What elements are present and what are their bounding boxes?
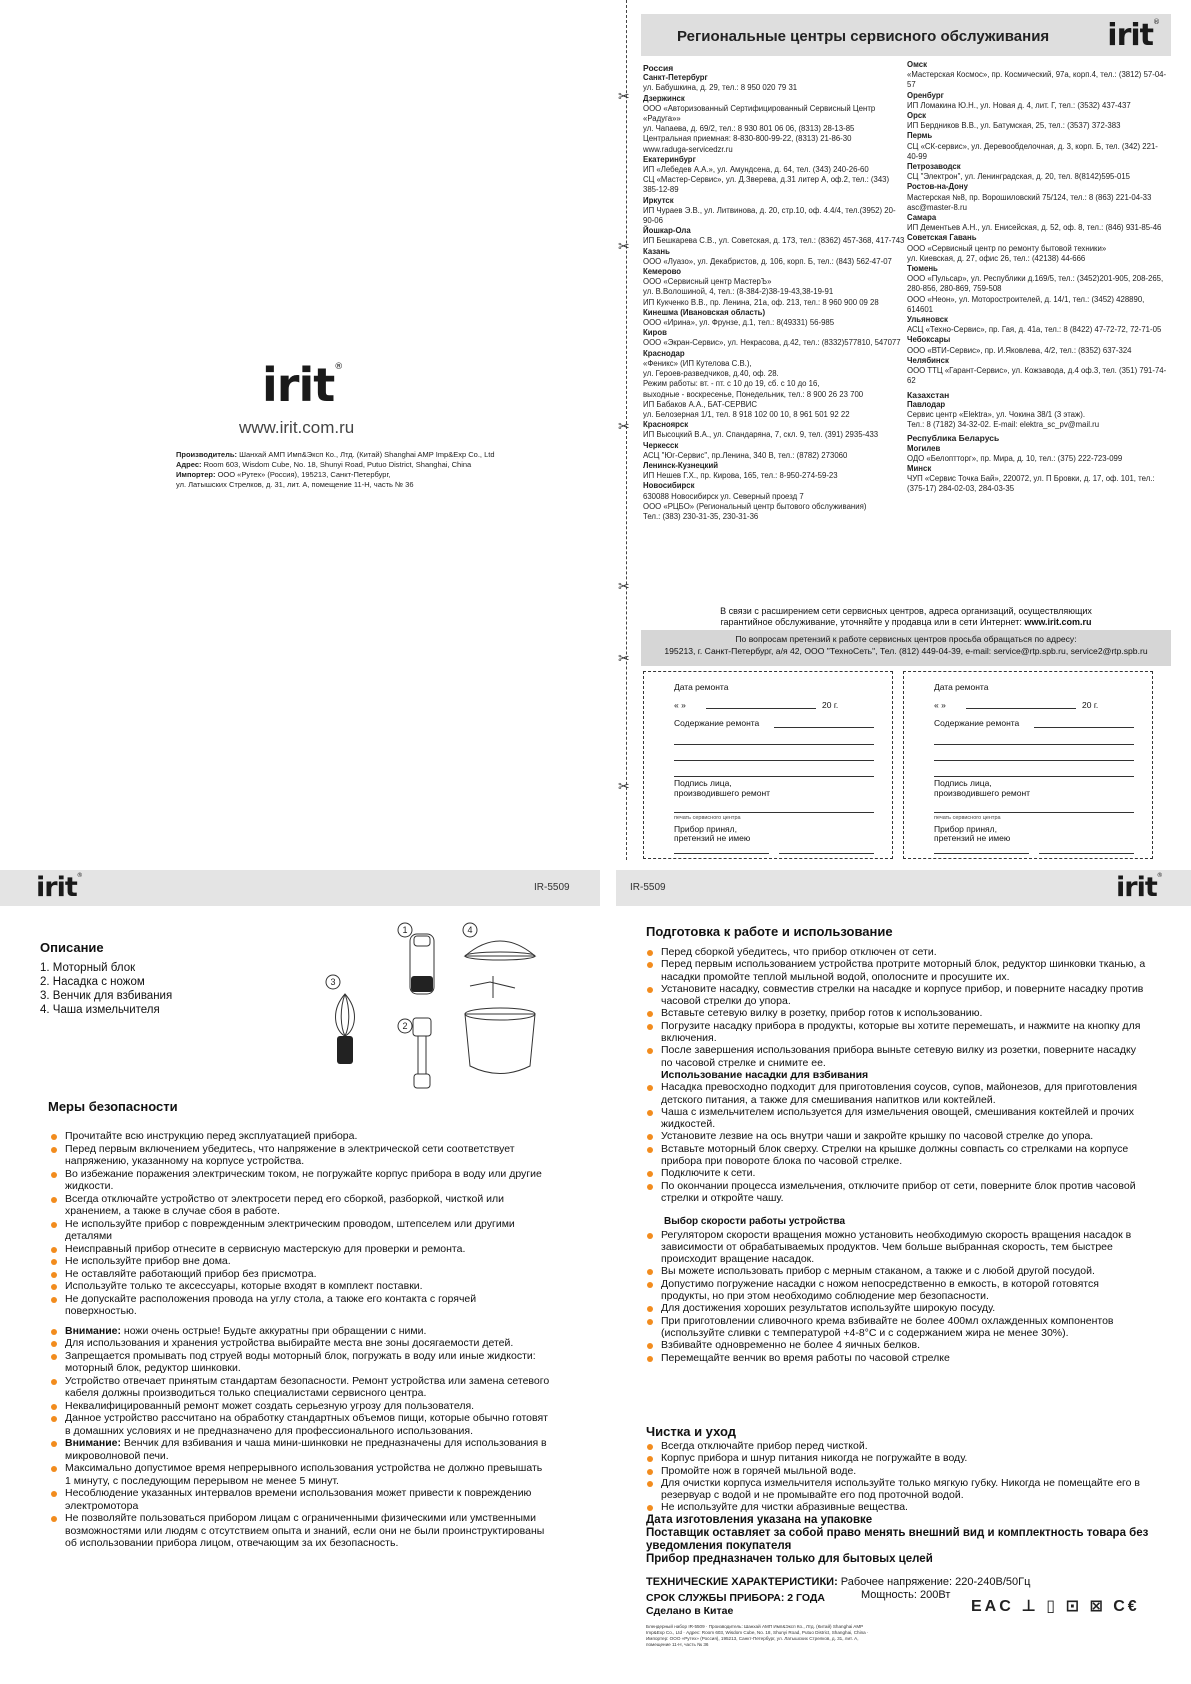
cleaning-title: Чистка и уход (646, 1424, 736, 1439)
scissors-icon: ✂ (618, 418, 630, 434)
strip-logo: irit® (36, 872, 82, 903)
service-address: «Мастерская Космос», пр. Космический, 97а, корп.4, тел.: (3812) 57-04-57 (907, 70, 1167, 90)
list-item: Неисправный прибор отнесите в сервисную мастерскую для проверки и ремонта. (50, 1243, 550, 1256)
service-address: 630088 Новосибирск ул. Северный проезд 7 (643, 491, 804, 501)
list-item: При приготовлении сливочного крема взбивайте не более 400мл охлажденных компонентов (используйте сливки с температурой +4-8°С и с содержанием жира не менее 30%). (646, 1315, 1146, 1340)
service-city: Киров (643, 328, 667, 338)
service-address: ООО «Луазо», ул. Декабристов, д. 106, корп. Б, тел.: (843) 562-47-07 (643, 256, 892, 266)
scissors-icon: ✂ (618, 778, 630, 794)
service-address: АСЦ "Юг-Сервис", пр.Ленина, 340 В, тел.: (8782) 273060 (643, 450, 848, 460)
final-notes: Дата изготовления указана на упаковке Поставщик оставляет за собой право менять внешний вид и комплектность товара без уведомления покупателя Прибор предназначен только для бытовых целей (646, 1514, 1149, 1565)
header-strip-left (0, 870, 600, 906)
service-address: ИП Кукченко В.В., пр. Ленина, 21а, оф. 213, тел.: 8 960 900 09 28 (643, 297, 879, 307)
callout-label: 4 (467, 925, 473, 935)
list-item: Не используйте прибор с поврежденным электрическим проводом, штепселем или другими деталями (50, 1218, 550, 1243)
service-address: ИП Ломакина Ю.Н., ул. Новая д. 4, лит. Г, тел.: (3532) 437-437 (907, 100, 1131, 110)
service-city: Кинешма (Ивановская область) (643, 307, 766, 317)
cover-info: Производитель: Шанхай АМП Имп&Эксп Ко., Лтд. (Китай) Shanghai AMP Imp&Exp Co., Ltd Адрес: Room 603, Wisdom Cube, No. 18, Shunyi Road, Putuo District, Shanghai, China Импортер: ООО «Рутех» (Россия), 195213, Санкт-Петербург, ул. Латышских Стрелков, д. 31, лит. А, помещение 11-Н, часть № 36 (176, 450, 495, 489)
service-city: Красноярск (643, 420, 689, 430)
list-item: Неквалифицированный ремонт может создать серьезную угрозу для пользователя. (50, 1400, 550, 1413)
cleaning-list (646, 1440, 1146, 1514)
scissors-icon: ✂ (618, 650, 630, 666)
warning-item: Внимание: Венчик для взбивания и чаша мини-шинковки не предназначены для использования в микроволновой печи. (50, 1437, 550, 1462)
service-address: ОДО «Белоптторг», пр. Мира, д. 10, тел.: (375) 222-723-099 (907, 453, 1123, 463)
service-city: Петрозаводск (907, 162, 961, 172)
list-item: Промойте нож в горячей мыльной воде. (646, 1465, 1146, 1477)
claims-box: По вопросам претензий к работе сервисных центров просьба обращаться по адресу: 195213, г. Санкт-Петербург, а/я 42, ООО "ТехноСеть", Тел. (812) 449-04-39, e-mail: service@rtp.spb.ru, service2@rtp.spb.ru (641, 630, 1171, 666)
certification-marks: EAC ⊥ ▯ ⊡ ⊠ C€ (971, 1598, 1140, 1615)
service-address: ООО «Ирина», ул. Фрунзе, д.1, тел.: 8(49331) 56-985 (643, 318, 835, 328)
list-item: Прочитайте всю инструкцию перед эксплуатацией прибора. (50, 1130, 550, 1143)
list-item: Не используйте для чистки абразивные вещества. (646, 1501, 1146, 1513)
service-address: www.raduga-servicedzr.ru (643, 144, 733, 154)
callout-label: 3 (330, 977, 336, 987)
product-illustration (315, 916, 565, 1096)
callout-label: 1 (402, 925, 408, 935)
service-address: ИП Дементьев А.Н., ул. Енисейская, д. 52, оф. 8, тел.: (846) 931-85-46 (907, 223, 1162, 233)
service-city: Ленинск-Кузнецкий (643, 460, 719, 470)
service-address: ООО «Пульсар», ул. Республики д.169/5, тел.: (3452)201-905, 208-265, (907, 274, 1164, 284)
list-item: Во избежание поражения электрическим током, не погружайте корпус прибора в воду или другие жидкости. (50, 1168, 550, 1193)
service-country: Россия (643, 63, 674, 73)
list-item: Не используйте прибор вне дома. (50, 1255, 550, 1268)
service-address: ЧУП «Сервис Точка Бай», 220072, ул. П Бровки, д. 17, оф. 101, тел.: (375-17) 284-02-03, 284-03-35 (907, 474, 1155, 494)
service-address: ООО «Авторизованный Сертифицированный Сервисный Центр «Радуга»» (643, 103, 876, 124)
speed-title: Выбор скорости работы устройства (664, 1216, 846, 1228)
list-item: Перед сборкой убедитесь, что прибор отключен от сети. (646, 946, 1146, 958)
service-city: Краснодар (643, 348, 685, 358)
service-city: Иркутск (643, 195, 674, 205)
prep-title: Подготовка к работе и использование (646, 924, 893, 939)
service-city: Ростов-на-Дону (907, 182, 968, 192)
list-item: Перемещайте венчик во время работы по часовой стрелке (646, 1352, 1146, 1364)
service-address: ООО «Экран-Сервис», ул. Некрасова, д.42, тел.: (8332)577810, 547077 (643, 338, 901, 348)
prep-list (646, 946, 1146, 1364)
list-item: Всегда отключайте прибор перед чисткой. (646, 1440, 1146, 1452)
service-address: ул. Белозерная 1/1, тел. 8 918 102 00 10, 8 961 501 92 22 (643, 409, 850, 419)
blade-icon (470, 976, 515, 998)
list-item: Вы можете использовать прибор с мерным стаканом, а также и с любой другой посудой. (646, 1265, 1146, 1277)
safety-list (50, 1130, 550, 1550)
service-url-link[interactable]: www.irit.com.ru (1024, 617, 1092, 627)
service-city: Ульяновск (907, 315, 948, 325)
list-item: Для использования и хранения устройства выбирайте места вне зоны досягаемости детей. (50, 1337, 550, 1350)
list-item: Для очистки корпуса измельчителя используйте только мягкую губку. Никогда не помещайте его в резервуар с водой и не промывайте его под проточной водой. (646, 1477, 1146, 1502)
list-item: Для достижения хороших результатов используйте широкую посуду. (646, 1302, 1146, 1314)
service-city: Советская Гавань (907, 233, 977, 243)
callout-label: 2 (402, 1021, 408, 1031)
service-address: СЦ «Мастер-Сервис», ул. Д.Зверева, д.31 литер А, оф.2, тел.: (343) 385-12-89 (643, 175, 890, 195)
list-item: Подключите к сети. (646, 1167, 1146, 1179)
service-address: ООО «РЦБО» (Региональный центр бытового обслуживания) (643, 501, 867, 511)
service-address: Тел.: (383) 230-31-35, 230-31-36 (643, 511, 759, 521)
service-city: Кемерово (643, 267, 682, 277)
manual-right-page (616, 906, 1191, 1684)
list-item: Не оставляйте работающий прибор без присмотра. (50, 1268, 550, 1281)
service-address: Тел.: 8 (7182) 34-32-02. E-mail: elektra_sc_pv@mail.ru (907, 420, 1100, 430)
service-address: ИП Бабаков А.А., БАТ-СЕРВИС (643, 399, 758, 409)
service-city: Челябинск (907, 355, 949, 365)
list-item: Установите насадку, совместив стрелки на насадке и корпусе прибор, и поверните насадку против часовой стрелки до упора. (646, 983, 1146, 1008)
service-address: ул. Киевская, д. 27, офис 26, тел.: (42138) 44-666 (907, 253, 1086, 263)
service-address: asc@master-8.ru (907, 202, 967, 212)
list-item: После завершения использования прибора выньте сетевую вилку из розетки, поверните насадку по часовой стрелке и снимите ее. (646, 1044, 1146, 1069)
service-city: Дзержинск (643, 93, 685, 103)
list-item: Чаша с измельчителем используется для измельчения овощей, смешивания коктейлей и прочих жидкостей. (646, 1106, 1146, 1131)
whisk-title: Использование насадки для взбивания (661, 1068, 869, 1081)
whisk-icon (336, 994, 355, 1036)
list-item: Запрещается промывать под струей воды моторный блок, погружать в воду или иные жидкости: моторный блок, редуктор шинковки. (50, 1350, 550, 1375)
list-item: Не допускайте расположения провода на углу стола, а также его контакта с горячей поверхностью. (50, 1293, 550, 1318)
service-city: Пермь (907, 131, 933, 141)
fine-print: Блендерный набор IR-5509 · Производитель: Шанхай АМП Имп&Эксп Ко., Лтд. (Китай) Shanghai AMP Imp&Exp Co., Ltd · Адрес: Room 603, Wisdom Cube, No. 18, Shunyi Road, Putuo District, Shanghai, China · Импортер: ООО «Рутех» (Россия), 195213, Санкт-Петербург, ул. Латышских Стрелков, д. 31, лит. А, помещение 11-Н, часть № 36 (646, 1624, 869, 1647)
model-label: IR-5509 (630, 882, 666, 893)
service-city: Черкесск (643, 440, 679, 450)
list-item: Установите лезвие на ось внутри чаши и закройте крышку по часовой стрелке до упора. (646, 1130, 1146, 1142)
list-item: Регулятором скорости вращения можно установить необходимую скорость вращения насадок в зависимости от обрабатываемых продуктов. Чем больше выбранная скорость, тем быстрее происходит вращение насадок. (646, 1229, 1146, 1266)
scissors-icon: ✂ (618, 578, 630, 594)
service-address: Сервис центр «Elektra», ул. Чокина 38/1 (3 этаж). (907, 409, 1085, 419)
service-city: Санкт-Петербург (643, 73, 708, 83)
service-address: СЦ "Электрон", ул. Ленинградская, д. 20, тел. 8(8142)595-015 (907, 172, 1130, 182)
service-country: Республика Беларусь (907, 433, 1000, 444)
service-address: ИП Бердников В.В., ул. Батумская, 25, тел.: (3537) 372-383 (907, 121, 1121, 131)
service-city: Орск (907, 111, 927, 121)
scissors-icon: ✂ (618, 88, 630, 104)
header-strip-right (616, 870, 1191, 906)
list-item: Перед первым включением убедитесь, что напряжение в электрической сети соответствует напряжению, указанному на корпусе устройства. (50, 1143, 550, 1168)
service-city: Самара (907, 213, 937, 223)
chopper-lid-icon (465, 941, 535, 956)
service-address: ул. Героев-разведчиков, д.40, оф. 28. (643, 369, 779, 379)
list-item: Всегда отключайте устройство от электросети перед его сборкой, разборкой, чисткой или хранением, а также в случае сбоя в работе. (50, 1193, 550, 1218)
service-address: ООО «Сервисный центр по ремонту бытовой техники» (907, 243, 1107, 253)
list-item: Погрузите насадку прибора в продукты, которые вы хотите перемешать, и нажмите на кнопку для включения. (646, 1020, 1146, 1045)
service-address: АСЦ «Техно-Сервис», пр. Гая, д. 41а, тел.: 8 (8422) 47-72-72, 72-71-05 (907, 325, 1162, 335)
list-item: Вставьте моторный блок сверху. Стрелки на крышке должны совпасть со стрелками на корпусе прибора при повороте блока по часовой стрелке. (646, 1143, 1146, 1168)
list-item: Данное устройство рассчитано на обработку стандартных объемов пищи, которые обычно готовят в домашних условиях и не предназначено для профессионального использования. (50, 1412, 550, 1437)
service-city: Йошкар-Ола (643, 226, 691, 236)
service-city: Казань (643, 246, 670, 256)
list-item: Используйте только те аксессуары, которые входят в комплект поставки. (50, 1280, 550, 1293)
service-title: Региональные центры сервисного обслуживания (677, 28, 1050, 45)
service-address: Режим работы: вт. - пт. с 10 до 19, сб. с 10 до 16, (643, 379, 820, 389)
scissors-icon: ✂ (618, 238, 630, 254)
repair-coupon: Дата ремонта « » 20 г. Содержание ремонта Подпись лица, производившего ремонт печать сервисного центра Прибор принял, претензий не имею (903, 671, 1153, 859)
blender-attachment-icon (413, 1018, 431, 1036)
cover-logo: irit® (262, 358, 343, 412)
service-header (641, 14, 1171, 56)
service-city: Минск (907, 463, 932, 473)
list-item: Несоблюдение указанных интервалов времени использования может привести к повреждению электромотора (50, 1487, 550, 1512)
list-item: Вставьте сетевую вилку в розетку, прибор готов к использованию. (646, 1007, 1146, 1019)
service-list-right (907, 60, 1169, 495)
service-city: Павлодар (907, 399, 946, 409)
specs: ТЕХНИЧЕСКИЕ ХАРАКТЕРИСТИКИ: Рабочее напряжение: 220-240В/50Гц Мощность: 200Вт (646, 1576, 1031, 1601)
service-address: ИП Чураев Э.В., ул. Литвинова, д. 20, стр.10, оф. 4.4/4, тел.(3952) 20-90-06 (643, 205, 896, 226)
service-address: ООО «Неон», ул. Моторостроителей, д. 14/1, тел.: (3452) 428890, 614601 (907, 294, 1145, 314)
service-city: Тюмень (907, 264, 938, 274)
list-item: По окончании процесса измельчения, отключите прибор от сети, поверните блок против часовой стрелки и откройте чашу. (646, 1180, 1146, 1205)
list-item: Допустимо погружение насадки с ножом непосредственно в емкость, в которой готовятся продукты, но при этом необходимо соблюдение мер безопасности. (646, 1278, 1146, 1303)
service-address: выходные - воскресенье, Понедельник, тел.: 8 900 26 23 700 (643, 389, 864, 399)
service-logo: irit® (1107, 18, 1159, 53)
service-note: В связи с расширением сети сервисных центров, адреса организаций, осуществляющих гарантийное обслуживание, уточняйте у продавца или в сети Интернет: www.irit.com.ru (720, 606, 1092, 627)
cover-page (0, 0, 625, 860)
description-title: Описание (40, 940, 104, 955)
service-address: ИП Бешкарева С.В., ул. Советская, д. 173, тел.: (8362) 457-368, 417-743 (643, 236, 905, 246)
list-item: Не позволяйте пользоваться прибором лицам с ограниченными физическими или умственными возможностями или людям с отсутствием опыта и знаний, если они не были проинструктированы об использовании прибора лицом, отвечающим за их безопасность. (50, 1512, 550, 1550)
chopper-bowl-icon (465, 1014, 535, 1074)
service-city: Новосибирск (643, 481, 695, 491)
strip-logo: irit® (1116, 872, 1162, 903)
service-city: Могилев (907, 443, 941, 453)
model-label: IR-5509 (534, 882, 570, 893)
list-item: Перед первым использованием устройства протрите моторный блок, редуктор шинковки тканью, а насадки промойте теплой мыльной водой, ополосните и просушите их. (646, 958, 1146, 983)
service-city: Екатеринбург (643, 154, 696, 164)
repair-coupon: Дата ремонта « » 20 г. Содержание ремонта Подпись лица, производившего ремонт печать сервисного центра Прибор принял, претензий не имею (643, 671, 893, 859)
service-address: ул. Чапаева, д. 69/2, тел.: 8 930 801 06 06, (8313) 28-13-85 (643, 124, 855, 134)
service-address: ООО ТТЦ «Гарант-Сервис», ул. Кожзавода, д.4 оф.3, тел. (351) 791-74-62 (907, 366, 1167, 386)
service-address: ООО «Сервисный центр МастерЪ» (643, 277, 772, 287)
manual-left-page (0, 906, 600, 1684)
service-address: СЦ «СК-сервис», ул. Деревообделочная, д. 3, корп. Б, тел. (342) 221-40-99 (907, 141, 1158, 161)
service-city: Омск (907, 60, 927, 69)
service-address: 280-856, 280-869, 759-508 (907, 284, 1002, 294)
cover-url[interactable]: www.irit.com.ru (239, 418, 355, 437)
service-address: «Феникс» (ИП Кутелова С.В.), (643, 358, 752, 368)
list-item: Устройство отвечает принятым стандартам безопасности. Ремонт устройства или замена сетевого кабеля должны производиться только специалистами сервисного центра. (50, 1375, 550, 1400)
service-life: СРОК СЛУЖБЫ ПРИБОРА: 2 ГОДА Сделано в Китае (646, 1592, 825, 1617)
service-city: Оренбург (907, 90, 944, 100)
service-country: Казахстан (907, 389, 950, 400)
service-address: ИП Нешев Г.Х., пр. Кирова, 165, тел.: 8-950-274-59-23 (643, 471, 838, 481)
description-list: 1. Моторный блок 2. Насадка с ножом 3. Венчик для взбивания 4. Чаша измельчителя (40, 962, 173, 1016)
service-centers-page (641, 14, 1171, 843)
service-address: ИП Высоцкий В.А., ул. Спандаряна, 7, скл. 9, тел. (391) 2935-433 (643, 430, 879, 440)
list-item: Насадка превосходно подходит для приготовления соусов, супов, майонезов, для приготовления детского питания, а также для смешивания напитков или коктейлей. (646, 1081, 1146, 1106)
list-item: Корпус прибора и шнур питания никогда не погружайте в воду. (646, 1452, 1146, 1464)
service-address: ул. В.Волошиной, 4, тел.: (8-384-2)38-19-43,38-19-91 (643, 287, 834, 297)
service-city: Чебоксары (907, 335, 951, 345)
list-item: Взбивайте одновременно не более 4 яичных белков. (646, 1339, 1146, 1351)
service-address: ул. Бабушкина, д. 29, тел.: 8 950 020 79 31 (643, 83, 798, 93)
list-item: Максимально допустимое время непрерывного использования устройства не должно превышать 1 минуту, с последующим перерывом не менее 5 минут. (50, 1462, 550, 1487)
service-list-left (643, 60, 905, 522)
service-address: ООО «ВТИ-Сервис», пр. И.Яковлева, 4/2, тел.: (8352) 637-324 (907, 345, 1132, 355)
warning-item: Внимание: ножи очень острые! Будьте аккуратны при обращении с ними. (50, 1325, 550, 1338)
service-address: Мастерская №8, пр. Ворошиловский 75/124, тел.: 8 (863) 221-04-33 (907, 192, 1152, 202)
safety-title: Меры безопасности (48, 1099, 178, 1114)
service-address: ИП «Лебедев А.А.», ул. Амундсена, д. 64, тел. (343) 240-26-60 (643, 165, 869, 175)
service-address: Центральная приемная: 8-830-800-99-22, (8313) 21-86-30 (643, 134, 852, 144)
